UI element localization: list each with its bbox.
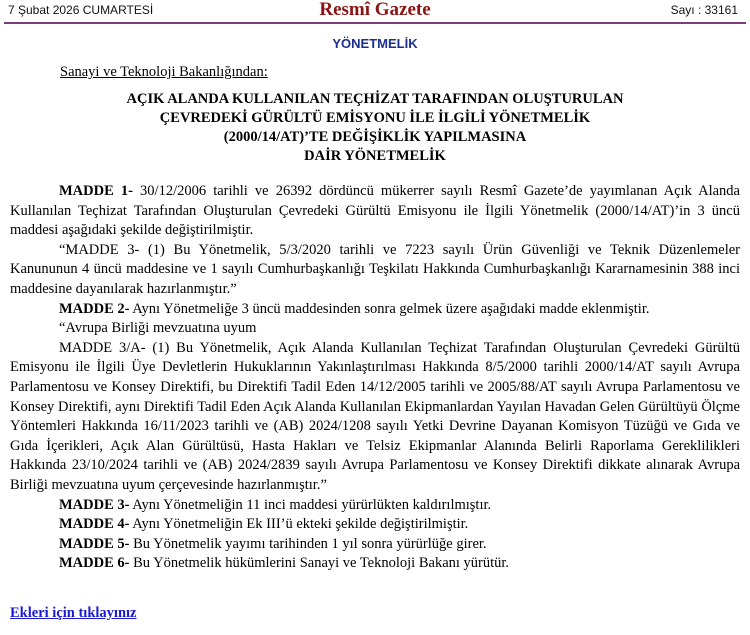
article-paragraph [10, 300, 740, 320]
article-label: MADDE 3- [59, 496, 130, 513]
article-paragraph [10, 496, 740, 516]
article-label: MADDE 6- [59, 555, 130, 572]
attachments-link[interactable]: Ekleri için tıklayınız [10, 605, 137, 621]
title-line: DAİR YÖNETMELİK [304, 148, 446, 164]
regulation-body [10, 182, 740, 574]
section-heading: YÖNETMELİK [332, 36, 418, 51]
article-text: Bu Yönetmelik yayımı tarihinden 1 yıl sonra yürürlüğe girer. [129, 535, 487, 552]
title-line: (2000/14/AT)’TE DEĞİŞİKLİK YAPILMASINA [223, 129, 527, 145]
article-paragraph [10, 535, 740, 555]
title-line: ÇEVREDEKİ GÜRÜLTÜ EMİSYONU İLE İLGİLİ YÖNETMELİK [159, 110, 591, 126]
article-label: MADDE 4- [59, 516, 130, 533]
article-text: 30/12/2006 tarihli ve 26392 dördüncü mükerrer sayılı Resmî Gazete’de yayımlanan Açık Alanda Kullanılan Teçhizat Tarafından Oluşturulan Çevredeki Gürültü Emisyonu ile İlgili Yönetmelik (2000/14/AT)’in 3 üncü maddesi aşağıdaki şekilde değiştirilmiştir. [10, 183, 740, 239]
article-label: MADDE 2- [59, 300, 130, 317]
article-text: MADDE 3/A- (1) Bu Yönetmelik, Açık Alanda Kullanılan Teçhizat Tarafından Oluşturulan Çevredeki Gürültü Emisyonu ile İlgili Üye Devletlerin Hukuklarının Yakınlaştırılması Hakkında 8/5/2000 tarihli 2000/14/AT sayılı Avrupa Parlamentosu ve Konsey Direktifi, bu Direktifi Tadil Eden 14/12/2005 tarihli ve 2005/88/AT sayılı Avrupa Parlamentosu ve Konsey Direktifi, aynı Direktifi Tadil Eden Açık Alanda Kullanılan Ekipmanlardan Yayılan Havadan Gelen Gürültüyü Ölçme Yöntemleri Hakkında 16/11/2023 tarihli ve (AB) 2024/1208 sayılı Yetki Devrine Dayanan Komisyon Tüzüğü ve Gıda ve Gıda İçerikleri, Açık Alan Gürültüsü, Hasta Hakları ve Telsiz Ekipmanlar Alanında Belirli Raporlama Gereklilikleri Hakkında 23/10/2024 tarihli ve (AB) 2024/2839 sayılı Avrupa Parlamentosu ve Konsey Direktifi dikkate alınarak Avrupa Birliği mevzuatına uyum çerçevesinde hazırlanmıştır.” [10, 339, 740, 493]
masthead [0, 0, 750, 24]
header-divider [4, 22, 746, 24]
article-paragraph [10, 554, 740, 574]
article-paragraph [10, 241, 740, 300]
article-paragraph [10, 182, 740, 241]
gazette-title: Resmî Gazete [319, 0, 431, 20]
issue-number: Sayı : 33161 [670, 3, 738, 17]
ministry-line[interactable]: Sanayi ve Teknoloji Bakanlığından: [60, 64, 268, 80]
title-line: AÇIK ALANDA KULLANILAN TEÇHİZAT TARAFINDAN OLUŞTURULAN [126, 91, 624, 107]
article-label: MADDE 1- [59, 183, 133, 199]
issue-date: 7 Şubat 2026 CUMARTESİ [8, 3, 154, 17]
article-paragraph [10, 319, 740, 339]
article-text: Aynı Yönetmeliğe 3 üncü maddesinden sonra gelmek üzere aşağıdaki madde eklenmiştir. [129, 300, 650, 317]
article-text: “Avrupa Birliği mevzuatına uyum [59, 320, 257, 337]
regulation-title [0, 90, 750, 166]
article-text: Aynı Yönetmeliğin 11 inci maddesi yürürlükten kaldırılmıştır. [129, 496, 492, 513]
article-text: “MADDE 3- (1) Bu Yönetmelik, 5/3/2020 tarihli ve 7223 sayılı Ürün Güvenliği ve Teknik Düzenlemeler Kanununun 4 üncü maddesine ve 1 sayılı Cumhurbaşkanlığı Teşkilatı Hakkında Cumhurbaşkanlığı Kararnamesinin 388 inci maddesine dayanılarak hazırlanmıştır.” [10, 241, 740, 297]
article-text: Aynı Yönetmeliğin Ek III’ü ekteki şekilde değiştirilmiştir. [129, 516, 469, 533]
article-label: MADDE 5- [59, 535, 130, 552]
article-paragraph [10, 515, 740, 535]
article-text: Bu Yönetmelik hükümlerini Sanayi ve Teknoloji Bakanı yürütür. [129, 555, 510, 572]
article-paragraph [10, 339, 740, 496]
